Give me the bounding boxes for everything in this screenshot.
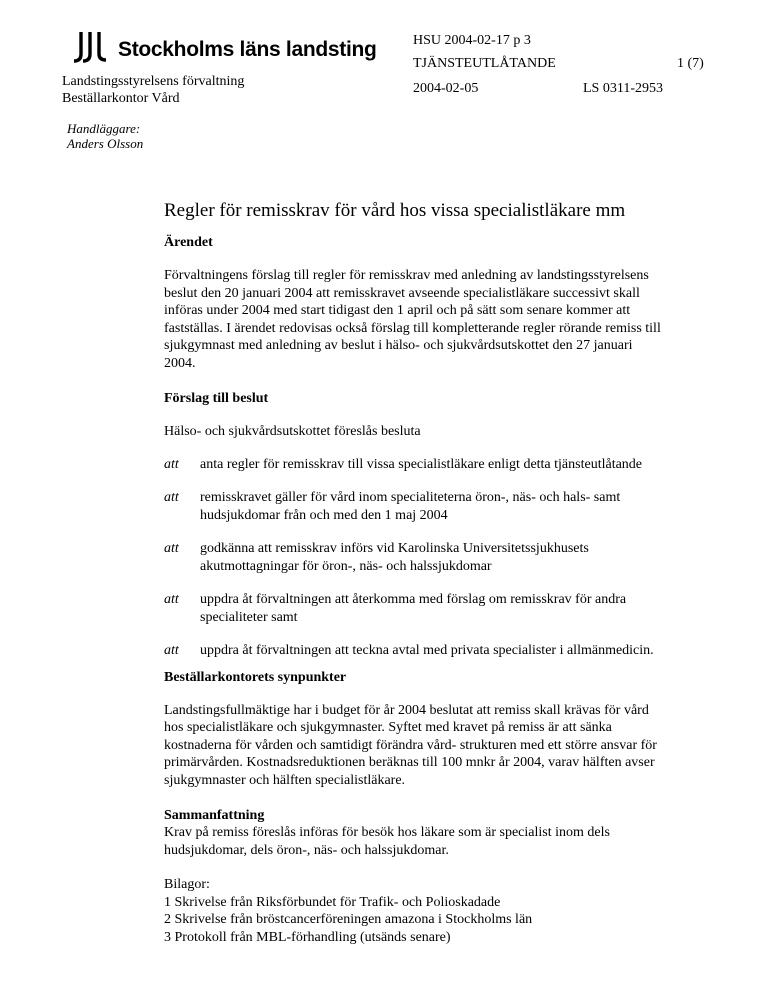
att-item-5 — [164, 642, 664, 660]
att-keyword: att — [164, 643, 179, 658]
doc-reference: HSU 2004-02-17 p 3 — [413, 33, 531, 48]
doc-type: TJÄNSTEUTLÅTANDE — [413, 56, 556, 71]
sll-logo-icon — [72, 30, 112, 64]
org-line-1: Landstingsstyrelsens förvaltning — [62, 74, 245, 89]
att-item-3 — [164, 540, 664, 575]
document-body — [164, 200, 664, 946]
document-title: Regler för remisskrav för vård hos vissa specialistläkare mm — [164, 200, 626, 221]
att-text: uppdra åt förvaltningen att återkomma med förslag om remisskrav för andra specialiteter samt — [200, 592, 627, 625]
att-text: uppdra åt förvaltningen att teckna avtal med privata specialister i allmänmedicin. — [200, 643, 654, 658]
sammanfattning-body: Krav på remiss föreslås införas för besök hos läkare som är specialist inom dels hudsjukdomar, dels öron-, näs- och halssjukdomar. — [164, 825, 610, 858]
att-item-2 — [164, 489, 664, 524]
brand-name: Stockholms läns landsting — [118, 38, 377, 61]
att-keyword: att — [164, 541, 179, 556]
att-item-4 — [164, 591, 664, 626]
sammanfattning-heading: Sammanfattning — [164, 808, 265, 823]
synpunkter-heading: Beställarkontorets synpunkter — [164, 669, 347, 685]
handlaggare-name: Anders Olsson — [67, 136, 144, 151]
bilagor-heading: Bilagor: — [164, 877, 210, 892]
handlaggare-label: Handläggare: — [67, 121, 141, 136]
att-text: anta regler för remisskrav till vissa specialistläkare enligt detta tjänsteutlåtande — [200, 456, 643, 472]
sll-logo — [72, 30, 377, 64]
att-text: remisskravet gäller för vård inom specialiteterna öron-, näs- och hals- samt hudsjukdomar från och med den 1 maj 2004 — [200, 490, 621, 523]
arendet-body: Förvaltningens förslag till regler för remisskrav med anledning av landstingsstyrelsens beslut den 20 januari 2004 att remisskravet avseende specialistläkare successivt skall införas under 2004 med start tidigast den 1 april och på sätt som senare kommer att fastställas. I ärendet redovisas också förslag till kompletterande regler rörande remiss till sjukgymnast med anledning av beslut i hälso- och sjukvårdsutskottet den 27 januari 2004. — [164, 268, 661, 371]
forslag-intro: Hälso- och sjukvårdsutskottet föreslås besluta — [164, 424, 421, 439]
page-number: 1 (7) — [677, 56, 704, 71]
att-keyword: att — [164, 456, 179, 472]
doc-date: 2004-02-05 — [413, 81, 479, 96]
bilaga-item-2: 2 Skrivelse från bröstcancerföreningen amazona i Stockholms län — [164, 912, 533, 927]
organization-block — [62, 73, 244, 107]
bilaga-item-3: 3 Protokoll från MBL-förhandling (utsänds senare) — [164, 929, 451, 945]
synpunkter-body: Landstingsfullmäktige har i budget för år 2004 beslutat att remiss skall krävas för vård hos specialistläkare och sjukgymnaster. Syftet med kravet på remiss är att sänka kostnaderna för vården och samtidigt förändra vård- strukturen med ett större ansvar för primärvården. Kostnadsreduktionen beräknas till 100 mnkr år 2004, varav hälften avser sjukgymnaster och hälften specialistläkare. — [164, 702, 657, 788]
att-keyword: att — [164, 592, 179, 607]
ls-number: LS 0311-2953 — [583, 81, 663, 96]
bilaga-item-1: 1 Skrivelse från Riksförbundet för Trafik- och Polioskadade — [164, 894, 501, 910]
arendet-heading: Ärendet — [164, 235, 213, 250]
forslag-heading: Förslag till beslut — [164, 391, 269, 406]
att-text: godkänna att remisskrav införs vid Karolinska Universitetssjukhusets akutmottagningar för öron-, näs- och halssjukdomar — [200, 541, 589, 574]
handlaggare-block — [67, 121, 143, 151]
att-item-1 — [164, 456, 664, 474]
bilagor-block — [164, 876, 664, 946]
att-keyword: att — [164, 490, 179, 505]
org-line-2: Beställarkontor Vård — [62, 91, 180, 106]
